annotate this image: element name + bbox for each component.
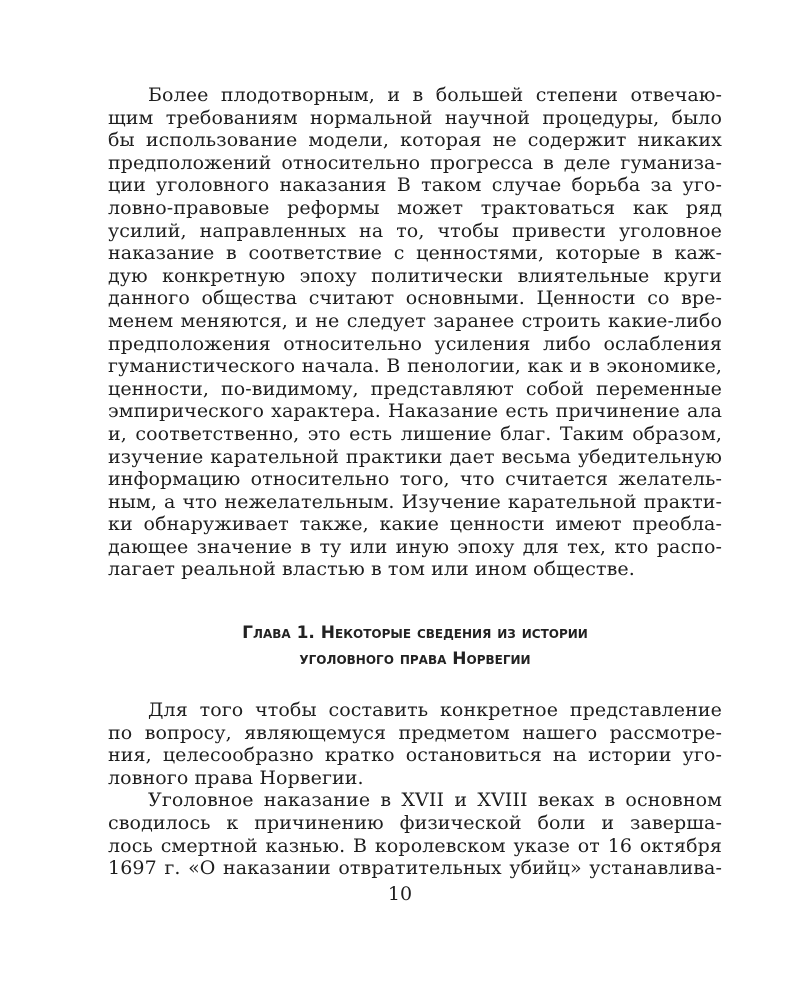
paragraph-history-intro: [108, 699, 722, 789]
text-line: по вопросу, являющемуся предметом нашего рассмотре-: [108, 721, 722, 744]
chapter-title-line: Глава 1. Некоторые сведения из истории: [242, 623, 588, 644]
text-line: информацию относительно того, что считается желатель-: [108, 468, 722, 491]
text-line: эмпирического характера. Наказание есть причинение ала: [108, 400, 722, 423]
text-line: ценности, по-видимому, представляют собой переменные: [108, 377, 722, 400]
text-line: предположения относительно усиления либо ослабления: [108, 332, 722, 355]
text-line: 1697 г. «О наказании отвратительных убийц» устанавлива-: [108, 857, 722, 880]
chapter-title-line: уголовного права Норвегии: [299, 649, 531, 670]
book-page: [108, 84, 722, 880]
paragraph-punishment: [108, 789, 722, 879]
text-line: сводилось к причинению физической боли и завершa-: [108, 812, 722, 835]
text-line: дающее значение в ту или иную эпоху для тех, кто распо-: [108, 535, 722, 558]
text-line: дую конкретную эпоху политически влиятельные круги: [108, 264, 722, 287]
text-line: данного общества считают основными. Ценности со вре-: [108, 287, 722, 310]
text-line: ным, а что нежелательным. Изучение карательной практи-: [108, 490, 722, 513]
text-line: щим требованиям нормальной научной процедуры, было: [108, 106, 722, 129]
text-line: предположений относительно прогресса в деле гуманиза-: [108, 151, 722, 174]
text-line: ловного права Норвегии.: [108, 766, 364, 789]
text-line: менем меняются, и не следует заранее строить какие-либо: [108, 309, 722, 332]
text-line: наказание в соответствие с ценностями, которые в каж-: [108, 242, 722, 265]
text-line: и, соответственно, это есть лишение благ. Таким образом,: [108, 422, 722, 445]
page-number: 10: [387, 883, 413, 905]
text-line: ки обнаруживает также, какие ценности имеют преобла-: [108, 513, 722, 536]
text-line: лось смертной казнью. В королевском указе от 16 октября: [108, 834, 722, 857]
text-line: усилий, направленных на то, чтобы привести уголовное: [108, 219, 722, 242]
text-line: Более плодотворным, и в большей степени отвечаю-: [148, 84, 722, 106]
text-line: ловно-правовые реформы может трактоваться как ряд: [108, 196, 722, 219]
chapter-heading: [108, 620, 722, 672]
text-line: Для того чтобы составить конкретное представление: [148, 699, 722, 722]
text-line: лагает реальной властью в том или ином обществе.: [108, 558, 635, 581]
text-line: ции уголовного наказания В таком случае борьба за уго-: [108, 174, 722, 197]
paragraph-intro: [108, 84, 722, 581]
text-line: бы использование модели, которая не содержит никаких: [108, 129, 722, 152]
text-line: изучение карательной практики дает весьма убедительную: [108, 445, 722, 468]
text-line: Уголовное наказание в XVII и XVIII веках в основном: [148, 789, 722, 812]
text-line: гуманистического начала. В пенологии, как и в экономике,: [108, 355, 722, 378]
text-line: ния, целесообразно кратко остановиться на истории уго-: [108, 744, 722, 767]
